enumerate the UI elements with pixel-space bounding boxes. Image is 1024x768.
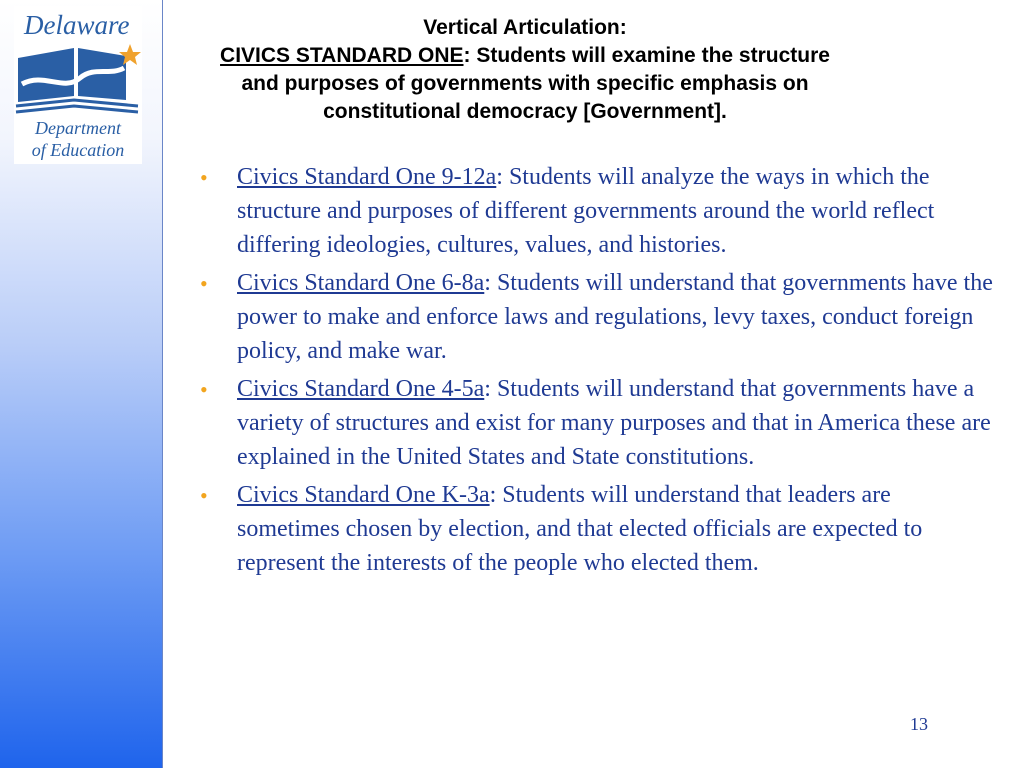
open-book-icon [14,44,142,116]
logo-of-education-text: of Education [31,140,125,160]
standard-label: Civics Standard One 9-12a [237,164,497,190]
bullet-icon: • [200,165,208,190]
title-body [200,42,850,126]
delaware-doe-logo [14,6,142,164]
title-standard-description: : Students will examine the structure and purposes of governments with specific emphasis on constitutional democracy [Government]. [241,44,830,123]
standard-text: : Students will understand that leaders are sometimes chosen by election, and that elected officials are expected to represent the interests of the people who elected them. [237,482,923,576]
standard-label: Civics Standard One 4-5a [237,376,485,402]
standards-list [196,160,996,584]
sidebar-gradient [0,0,163,768]
standard-text: : Students will analyze the ways in which the structure and purposes of different governments around the world reflect differing ideologies, cultures, values, and histories. [237,164,935,258]
standard-label: Civics Standard One 6-8a [237,270,485,296]
bullet-icon: • [200,271,208,296]
standard-text: : Students will understand that governments have a variety of structures and exist for many purposes and that in America these are explained in the United States and State constitutions. [237,376,991,470]
bullet-icon: • [200,483,208,508]
logo-department-text: Department [35,118,121,138]
list-item [196,266,996,368]
page-number: 13 [910,714,928,734]
list-item [196,160,996,262]
standard-label: Civics Standard One K-3a [237,482,490,508]
title-standard-label: CIVICS STANDARD ONE [220,44,464,67]
list-item [196,372,996,474]
logo-delaware-text: Delaware [24,10,130,40]
standard-text: : Students will understand that governments have the power to make and enforce laws and regulations, levy taxes, conduct foreign policy, and make war. [237,270,993,364]
slide-title [200,14,850,126]
bullet-icon: • [200,377,208,402]
title-line-1: Vertical Articulation: [423,16,627,39]
list-item [196,478,996,580]
